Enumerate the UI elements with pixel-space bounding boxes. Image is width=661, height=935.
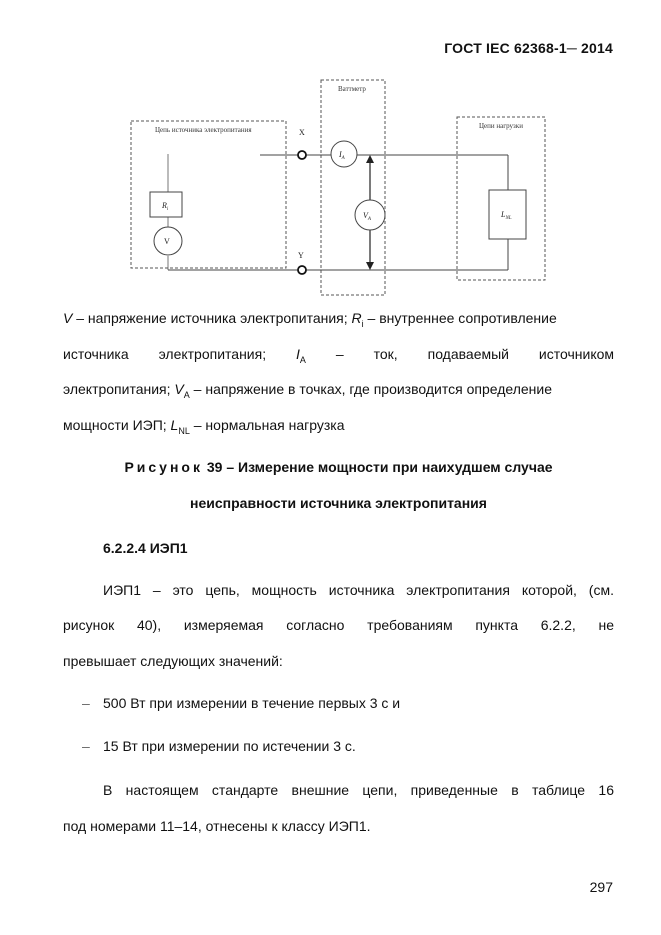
- legend-line-3: электропитания; $V_A$ – напряжение в точках, где производится определение: [63, 381, 552, 400]
- figure-caption-line-2: неисправности источника электропитания: [190, 495, 487, 511]
- page-number: 297: [589, 879, 613, 895]
- bullet-item-2: 15 Вт при измерении по истечении 3 с.: [103, 738, 356, 754]
- ammeter: [331, 141, 357, 167]
- voltmeter: [355, 200, 385, 230]
- body-p2-line-2: под номерами 11–14, отнесены к классу ИЭП1.: [63, 818, 371, 834]
- wattmeter-label: Ваттметр: [338, 85, 366, 93]
- terminal-x-label: X: [299, 128, 305, 137]
- terminal-x: [298, 151, 306, 159]
- figure-caption-line-1: Рисунок 39 – Измерение мощности при наихудшем случае: [124, 459, 553, 475]
- legend-line-2: источника электропитания; $I_A$ – ток, подаваемый источником: [63, 346, 615, 365]
- source-label: Цепь источника электропитания: [155, 126, 252, 134]
- ri-label: $R_i$: [162, 201, 169, 212]
- load-label: Цепи нагрузки: [479, 122, 523, 130]
- va-label: $V_A$: [363, 211, 371, 222]
- wattmeter-box: [321, 80, 385, 295]
- document-header: ГОСТ IEC 62368-1─ 2014: [444, 40, 613, 56]
- v-label: V: [164, 237, 170, 246]
- terminal-y: [298, 266, 306, 274]
- bullet-item-1: 500 Вт при измерении в течение первых 3 с и: [103, 695, 401, 711]
- body-p1-line-2: рисунок 40), измеряемая согласно требованиям пункта 6.2.2, не: [63, 617, 614, 633]
- section-heading: 6.2.2.4 ИЭП1: [103, 540, 188, 556]
- bullet-mark: –: [82, 695, 90, 711]
- body-p2-line-1: В настоящем стандарте внешние цепи, приведенные в таблице 16: [103, 782, 614, 798]
- bullet-mark: –: [82, 738, 90, 754]
- lnl-label: $L_{NL}$: [501, 210, 512, 221]
- load-lnl: [489, 190, 526, 239]
- wattmeter-circuit-diagram: [120, 76, 560, 300]
- legend-line-1: V – напряжение источника электропитания; $R_i$ – внутреннее сопротивление: [63, 310, 557, 329]
- legend-line-4: мощности ИЭП; $L_{NL}$ – нормальная нагрузка: [63, 417, 345, 436]
- terminal-y-label: Y: [298, 251, 304, 260]
- ia-label: $I_A$: [339, 150, 345, 161]
- body-p1-line-3: превышает следующих значений:: [63, 653, 283, 669]
- body-p1-line-1: ИЭП1 – это цепь, мощность источника электропитания которой, (см.: [103, 582, 614, 598]
